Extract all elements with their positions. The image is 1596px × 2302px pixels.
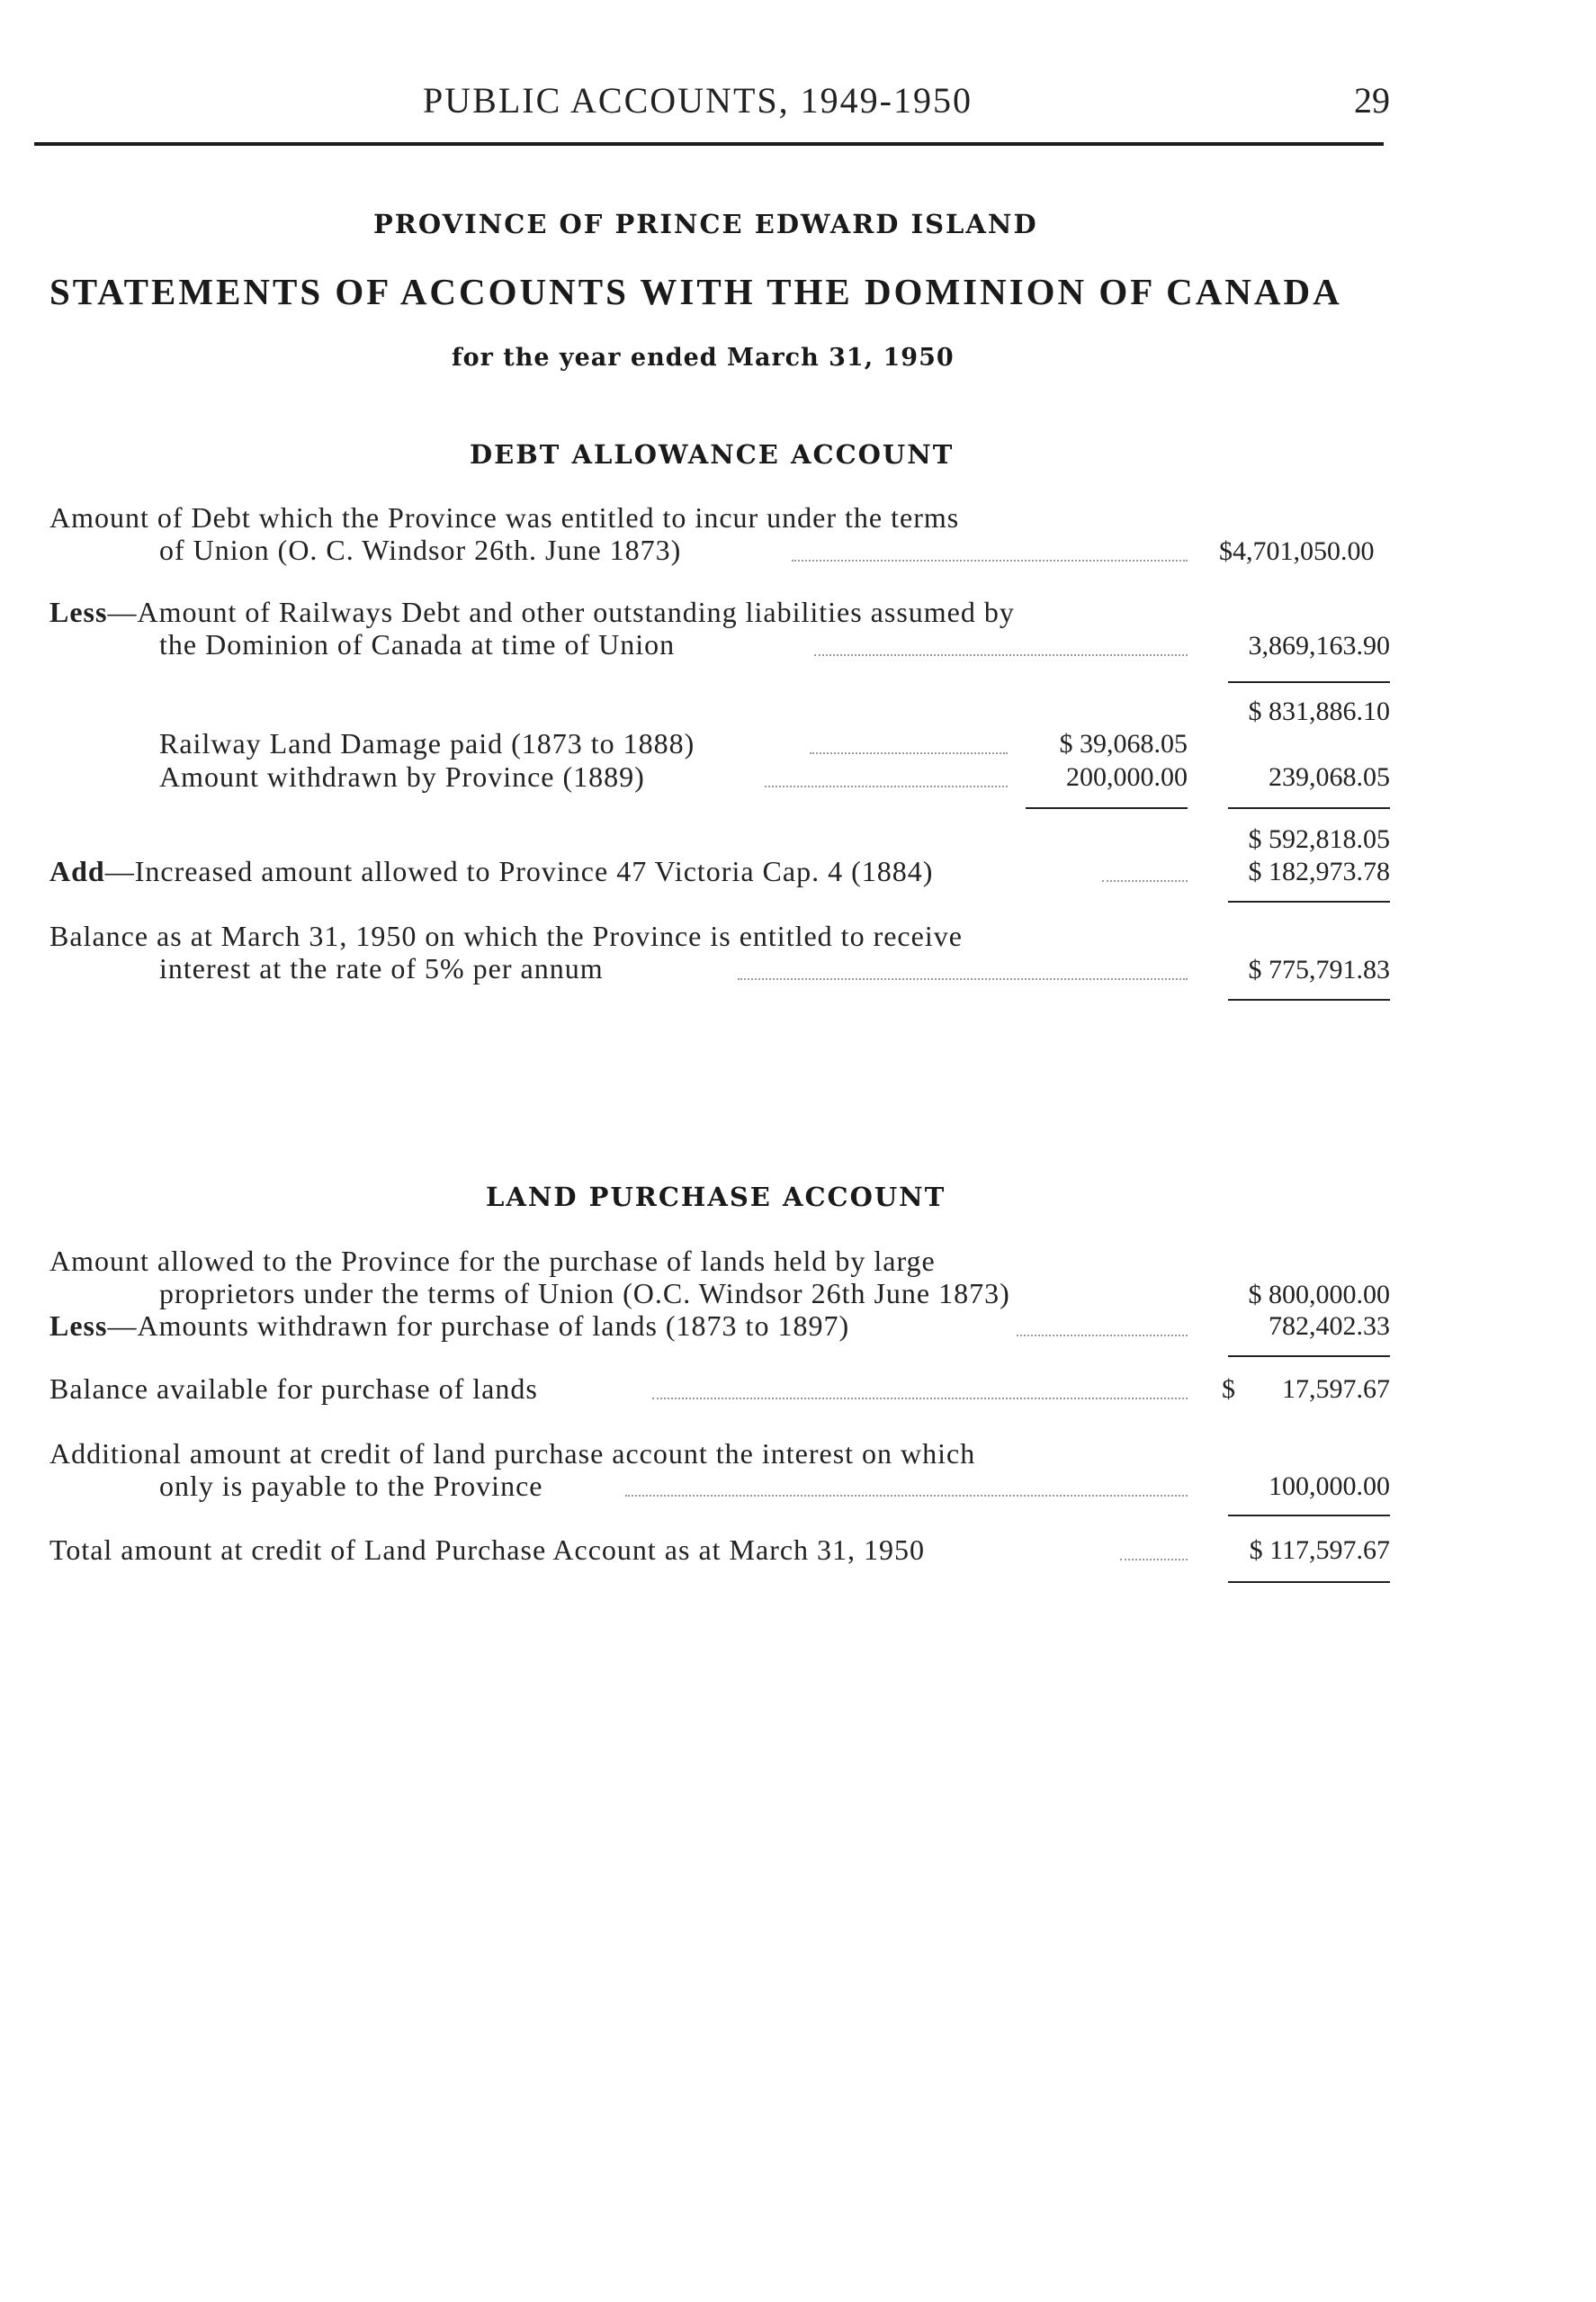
subtotal-rule (1228, 901, 1390, 903)
land-allowed-line2: proprietors under the terms of Union (O.C. Windsor 26th June 1873) (159, 1277, 1010, 1309)
running-header: PUBLIC ACCOUNTS, 1949-1950 (423, 80, 973, 121)
land-balance-amount: 17,597.67 (1282, 1374, 1390, 1404)
debt-add-line (49, 855, 933, 888)
add-prefix: Add (49, 855, 105, 887)
withdrawn-label: Amount withdrawn by Province (1889) (159, 760, 645, 793)
land-additional-line1: Additional amount at credit of land purchase account the interest on which (49, 1437, 976, 1470)
less-prefix: Less (49, 596, 108, 628)
subtotal-rule (1228, 681, 1390, 683)
leader-dots (792, 560, 1188, 562)
leader-dots (625, 1495, 1188, 1497)
debt-less-amount: 3,869,163.90 (1248, 631, 1390, 661)
header-rule (34, 142, 1384, 146)
land-heading: LAND PURCHASE ACCOUNT (486, 1182, 946, 1212)
land-less-amount: 782,402.33 (1269, 1311, 1390, 1341)
debt-less-line1 (49, 596, 1015, 629)
debt-balance-amount: $ 775,791.83 (1248, 955, 1390, 985)
debt-add-amount: $ 182,973.78 (1248, 857, 1390, 886)
leader-dots (738, 978, 1188, 980)
page-number: 29 (1354, 80, 1390, 121)
debt-entitled-amount: $4,701,050.00 (1219, 536, 1375, 566)
railway-damage-amount: $ 39,068.05 (1059, 729, 1188, 759)
debt-balance-line2: interest at the rate of 5% per annum (159, 952, 604, 985)
province-title: PROVINCE OF PRINCE EDWARD ISLAND (373, 209, 1038, 239)
leader-dots (1120, 1559, 1188, 1560)
railway-damage-label: Railway Land Damage paid (1873 to 1888) (159, 727, 695, 760)
leader-dots (765, 786, 1008, 787)
land-total-label: Total amount at credit of Land Purchase Account as at March 31, 1950 (49, 1533, 926, 1566)
withdrawn-total: 239,068.05 (1269, 762, 1390, 792)
land-less-line (49, 1309, 849, 1343)
debt-less-text: —Amount of Railways Debt and other outstanding liabilities assumed by (107, 596, 1015, 628)
subtotal-rule (1228, 1515, 1390, 1516)
land-balance-dollar: $ (1222, 1374, 1235, 1404)
subtotal-rule (1228, 807, 1390, 809)
land-balance-label: Balance available for purchase of lands (49, 1372, 538, 1405)
debt-less-line2: the Dominion of Canada at time of Union (159, 628, 676, 661)
leader-dots (652, 1398, 1188, 1399)
subtotal-rule (1228, 1355, 1390, 1357)
leader-dots (1102, 880, 1188, 882)
leader-dots (814, 654, 1188, 656)
debt-entitled-line1: Amount of Debt which the Province was entitled to incur under the terms (49, 501, 960, 534)
leader-dots (810, 752, 1008, 754)
land-additional-line2: only is payable to the Province (159, 1470, 543, 1502)
land-allowed-line1: Amount allowed to the Province for the purchase of lands held by large (49, 1245, 936, 1277)
debt-subtotal-1: $ 831,886.10 (1248, 697, 1390, 726)
leader-dots (1017, 1335, 1188, 1336)
less-prefix: Less (49, 1309, 108, 1342)
debt-subtotal-2: $ 592,818.05 (1248, 824, 1390, 854)
land-less-text: —Amounts withdrawn for purchase of lands (1873 to 1897) (107, 1309, 850, 1342)
debt-add-text: —Increased amount allowed to Province 47 Victoria Cap. 4 (1884) (104, 855, 934, 887)
year-subtitle: for the year ended March 31, 1950 (452, 344, 955, 372)
withdrawn-amount: 200,000.00 (1066, 762, 1188, 792)
total-rule (1228, 999, 1390, 1001)
total-rule (1228, 1581, 1390, 1583)
debt-entitled-line2: of Union (O. C. Windsor 26th. June 1873) (159, 534, 682, 566)
debt-balance-line1: Balance as at March 31, 1950 on which the Province is entitled to receive (49, 920, 963, 952)
debt-heading: DEBT ALLOWANCE ACCOUNT (470, 439, 955, 470)
statements-title: STATEMENTS OF ACCOUNTS WITH THE DOMINION OF CANADA (49, 271, 1342, 312)
land-total-amount: $ 117,597.67 (1249, 1535, 1390, 1565)
land-additional-amount: 100,000.00 (1269, 1471, 1390, 1501)
land-allowed-amount: $ 800,000.00 (1248, 1280, 1390, 1309)
withdrawn-rule (1026, 807, 1188, 809)
